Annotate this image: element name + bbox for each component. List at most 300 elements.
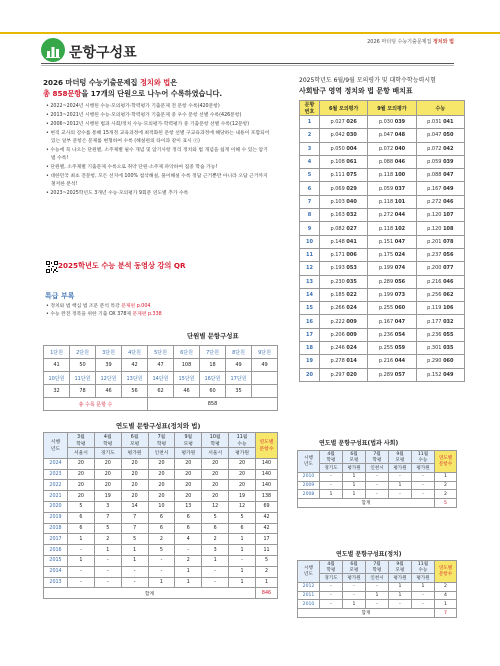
exam-header: 4월 학평	[320, 561, 343, 574]
question-id: 046	[394, 159, 406, 166]
unit-count: 56	[122, 385, 148, 398]
question-id: 101	[394, 198, 406, 205]
column-header: 문항 번호	[300, 101, 320, 116]
count-cell: 20	[148, 458, 175, 469]
year-table-title: 연도별 문항구성표(정치와 법)	[116, 422, 201, 430]
question-id: 024	[346, 305, 357, 312]
question-number: 1	[300, 116, 320, 129]
question-id: 009	[346, 318, 357, 325]
chart-logo-icon	[41, 38, 65, 62]
count-cell: 1	[343, 472, 366, 481]
page-cell: p.152 049	[416, 368, 464, 381]
question-number: 12	[300, 262, 320, 275]
count-cell: 6	[175, 512, 202, 523]
page-cell: p.167 049	[416, 182, 464, 195]
page-cell: p.297 020	[320, 368, 368, 381]
question-id: 046	[443, 198, 454, 205]
page-cell: p.272 046	[416, 195, 464, 208]
exam-header: 3월 학평	[68, 433, 95, 448]
page-cell: p.278 014	[320, 355, 368, 368]
year-cell: 2023	[44, 469, 68, 480]
count-cell: 20	[68, 458, 95, 469]
question-id: 022	[346, 292, 357, 298]
page-cell: p.082 027	[320, 222, 368, 235]
feature-list	[46, 103, 271, 199]
count-cell: -	[366, 582, 389, 591]
question-id: 006	[346, 252, 357, 259]
table-row	[44, 577, 278, 588]
count-cell: 6	[175, 523, 202, 534]
region-header: 서울시	[68, 448, 95, 459]
table-row	[298, 472, 457, 481]
count-cell: 2	[202, 534, 229, 545]
count-cell: -	[412, 481, 435, 490]
question-id: 100	[394, 172, 406, 179]
exam-header: 7월 학평	[366, 561, 389, 574]
count-cell: 1	[412, 582, 435, 591]
count-cell: 20	[202, 458, 229, 469]
header-row	[300, 101, 465, 116]
table-row	[44, 555, 278, 566]
page-cell: p.171 006	[320, 248, 368, 261]
table-row	[300, 129, 465, 142]
count-cell: 6	[148, 523, 175, 534]
year-total-cell: 42	[256, 523, 278, 534]
count-cell: -	[68, 566, 95, 577]
table-row	[300, 209, 465, 222]
count-cell: -	[320, 582, 343, 591]
question-number: 9	[300, 222, 320, 235]
count-cell: 20	[148, 480, 175, 491]
sub-header-row	[298, 574, 457, 583]
count-cell: -	[94, 566, 121, 577]
page-cell: p.072 042	[416, 142, 464, 155]
question-number: 6	[300, 182, 320, 195]
question-number: 3	[300, 142, 320, 155]
unit-label: 3단원	[96, 346, 122, 359]
count-cell: 1	[343, 490, 366, 499]
unit-row	[44, 385, 278, 398]
page-cell: p.120 108	[416, 222, 464, 235]
region-header: 인천시	[148, 448, 175, 459]
unit-label: 17단원	[226, 372, 252, 385]
sum-row	[298, 609, 457, 618]
top-accent-bar	[0, 32, 500, 34]
question-id: 037	[394, 185, 406, 192]
count-cell: -	[202, 577, 229, 588]
page-cell: p.120 107	[416, 209, 464, 222]
column-header: 6월 모의평가	[320, 101, 368, 116]
count-cell: 12	[202, 501, 229, 512]
year-cell: 2009	[298, 481, 320, 490]
exam-header: 9월 모평	[389, 451, 412, 464]
page-cell: p.175 024	[368, 248, 416, 261]
year-total-cell: 11	[256, 545, 278, 556]
table-row	[300, 155, 465, 168]
year-total-cell: 1	[435, 600, 457, 609]
question-number: 15	[300, 302, 320, 315]
intro-text: 2026 마더텅 수능기출문제집 정치와 법은 총 858문항을 17개의 단원으로 나누어 수록하였습니다.	[43, 78, 223, 98]
question-id: 106	[443, 305, 454, 312]
count-cell: 20	[68, 480, 95, 491]
question-id: 049	[443, 185, 454, 192]
year-cell: 2022	[44, 480, 68, 491]
region-header: 서울시	[202, 448, 229, 459]
question-id: 077	[443, 265, 454, 272]
unit-count: 35	[226, 385, 252, 398]
table-row	[300, 355, 465, 368]
question-number: 8	[300, 209, 320, 222]
question-number: 18	[300, 342, 320, 355]
page-cell: p.088 046	[368, 155, 416, 168]
question-id: 056	[443, 252, 454, 259]
header-row	[44, 433, 278, 448]
page-cell: p.119 106	[416, 302, 464, 315]
page-cell: p.163 032	[320, 209, 368, 222]
region-header: 평가원	[343, 464, 366, 473]
exam-header: 6월 모평	[343, 561, 366, 574]
question-id: 078	[443, 238, 454, 245]
unit-count: 49	[252, 359, 278, 372]
year-table	[43, 432, 278, 599]
title-divider-thin	[41, 65, 454, 66]
count-cell: -	[121, 566, 148, 577]
question-number: 19	[300, 355, 320, 368]
region-header: 경기도	[94, 448, 121, 459]
unit-label: 9단원	[252, 346, 278, 359]
count-cell: 5	[229, 512, 256, 523]
count-cell: -	[68, 545, 95, 556]
count-cell: 12	[229, 501, 256, 512]
count-cell: 20	[175, 458, 202, 469]
region-header: 평가원	[389, 574, 412, 583]
region-header: 평가원	[389, 464, 412, 473]
column-header: 수능	[416, 101, 464, 116]
year-total-cell: 1	[435, 472, 457, 481]
question-id: 108	[443, 225, 454, 232]
count-cell: 1	[343, 481, 366, 490]
exam-header: 11월 수능	[229, 433, 256, 448]
page-cell: p.289 057	[368, 368, 416, 381]
unit-label: 5단원	[148, 346, 174, 359]
count-cell: 1	[229, 534, 256, 545]
question-id: 041	[443, 119, 454, 126]
count-cell: -	[320, 472, 343, 481]
pol-table-title: 연도별 문항구성표(정치)	[336, 551, 402, 558]
table-row	[300, 195, 465, 208]
table-row	[300, 328, 465, 341]
page-cell: p.201 078	[416, 235, 464, 248]
unit-empty	[252, 385, 278, 398]
question-id: 030	[346, 132, 357, 139]
unit-label: 16단원	[200, 372, 226, 385]
year-cell: 2019	[44, 512, 68, 523]
count-cell: 20	[202, 480, 229, 491]
question-id: 047	[443, 172, 454, 179]
question-id: 059	[394, 345, 406, 352]
table-row	[298, 582, 457, 591]
page-cell: p.111 075	[320, 169, 368, 182]
question-id: 024	[394, 252, 406, 259]
unit-label: 6단원	[174, 346, 200, 359]
unit-count: 32	[44, 385, 70, 398]
count-cell: 1	[121, 545, 148, 556]
question-id: 032	[346, 212, 357, 219]
question-id: 048	[394, 132, 406, 139]
question-id: 061	[346, 159, 357, 166]
year-total-cell: 140	[256, 469, 278, 480]
page-cell: p.290 060	[416, 355, 464, 368]
page-title: 문항구성표	[69, 45, 137, 61]
count-cell: 1	[389, 582, 412, 591]
exam-header: 10월 학평	[202, 433, 229, 448]
page-cell: p.047 050	[416, 129, 464, 142]
page-cell: p.177 032	[416, 315, 464, 328]
appendix-list	[46, 303, 162, 319]
table-row	[44, 480, 278, 491]
count-cell: 1	[320, 490, 343, 499]
series-name: 2026 마더텅 수능기출문제집	[367, 39, 432, 45]
sum-row	[298, 499, 457, 508]
unit-table-title: 단원별 문항구성표	[187, 332, 239, 340]
question-id: 054	[394, 331, 406, 338]
count-cell: -	[94, 577, 121, 588]
table-row	[300, 248, 465, 261]
exam-header: 11월 수능	[412, 451, 435, 464]
table-row	[300, 368, 465, 381]
unit-row	[44, 359, 278, 372]
exam-header: 11월 수능	[412, 561, 435, 574]
count-cell: 20	[94, 469, 121, 480]
sub-header-row	[44, 448, 278, 459]
count-cell: 20	[94, 458, 121, 469]
question-id: 024	[346, 345, 357, 352]
count-cell: 1	[202, 555, 229, 566]
question-id: 039	[443, 159, 454, 166]
page-cell: p.199 074	[368, 262, 416, 275]
table-row	[300, 342, 465, 355]
count-cell: -	[148, 566, 175, 577]
count-cell: 6	[229, 523, 256, 534]
page-cell: p.200 077	[416, 262, 464, 275]
count-cell: 1	[389, 591, 412, 600]
question-number: 10	[300, 235, 320, 248]
page-cell: p.167 047	[368, 315, 416, 328]
page-cell: p.185 022	[320, 288, 368, 301]
page-cell: p.088 047	[416, 169, 464, 182]
region-header: 평가원	[229, 448, 256, 459]
question-number: 14	[300, 288, 320, 301]
count-cell: 5	[94, 523, 121, 534]
question-id: 014	[346, 358, 357, 365]
table-row	[300, 302, 465, 315]
count-cell: 4	[175, 534, 202, 545]
table-row	[44, 534, 278, 545]
exam-header: 6월 모평	[121, 433, 148, 448]
table-row	[44, 501, 278, 512]
count-cell: -	[366, 600, 389, 609]
table-row	[44, 458, 278, 469]
count-cell: 20	[148, 491, 175, 502]
year-cell: 2018	[44, 523, 68, 534]
unit-label: 1단원	[44, 346, 70, 359]
count-cell: 3	[202, 545, 229, 556]
count-cell: -	[68, 577, 95, 588]
count-cell: -	[343, 591, 366, 600]
sub-header-row	[298, 464, 457, 473]
appendix-item: • 수능 완전 정복을 위한 기출 OX 378제 문제편 p.338	[46, 312, 162, 317]
sum-value: 7	[435, 609, 457, 618]
question-number: 16	[300, 315, 320, 328]
count-cell: 20	[202, 469, 229, 480]
question-id: 107	[443, 212, 454, 219]
count-cell: 20	[121, 480, 148, 491]
question-number: 7	[300, 195, 320, 208]
total-header: 연도별 문항수	[435, 561, 457, 583]
placement-table	[299, 100, 465, 382]
table-row	[298, 600, 457, 609]
exam-header: 7월 학평	[148, 433, 175, 448]
question-id: 046	[443, 278, 454, 285]
unit-row	[44, 346, 278, 359]
region-header: 평가원	[121, 448, 148, 459]
count-cell: 1	[68, 555, 95, 566]
unit-label: 10단원	[44, 372, 70, 385]
count-cell: 5	[121, 534, 148, 545]
page-cell: p.199 073	[368, 288, 416, 301]
unit-count: 60	[200, 385, 226, 398]
unit-count: 47	[148, 359, 174, 372]
count-cell: 20	[121, 469, 148, 480]
placement-title: 2025학년도 6월/9월 모의평가 및 대학수학능력시험 사회탐구 영역 정치와 법 문항 배치표	[299, 77, 436, 95]
sum-label: 합계	[298, 609, 435, 618]
count-cell: -	[389, 490, 412, 499]
table-row	[44, 545, 278, 556]
question-id: 073	[394, 292, 406, 298]
question-id: 049	[443, 371, 454, 378]
region-header: 인천시	[366, 464, 389, 473]
table-row	[298, 591, 457, 600]
qr-label: 2025학년도 수능 분석 동영상 강의 QR	[58, 261, 186, 270]
page-cell: p.193 053	[320, 262, 368, 275]
count-cell: 20	[229, 469, 256, 480]
table-row	[44, 469, 278, 480]
exam-header: 7월 학평	[366, 451, 389, 464]
question-number: 20	[300, 368, 320, 381]
exam-header: 6월 모평	[343, 451, 366, 464]
count-cell: 20	[229, 480, 256, 491]
unit-count: 46	[96, 385, 122, 398]
table-row	[300, 288, 465, 301]
count-cell: -	[320, 591, 343, 600]
page-cell: p.069 029	[320, 182, 368, 195]
page-cell: p.301 035	[416, 342, 464, 355]
count-cell: 2	[175, 555, 202, 566]
region-header: 평가원	[175, 448, 202, 459]
year-cell: 2010	[298, 600, 320, 609]
unit-count: 108	[174, 359, 200, 372]
count-cell: -	[320, 481, 343, 490]
question-id: 044	[394, 212, 406, 219]
count-cell: -	[148, 555, 175, 566]
column-header: 9월 모의평가	[368, 101, 416, 116]
page-cell: p.031 041	[416, 116, 464, 129]
count-cell: -	[389, 600, 412, 609]
question-id: 062	[443, 292, 454, 298]
question-id: 009	[346, 331, 357, 338]
header-row	[298, 561, 457, 574]
year-cell: 2013	[44, 577, 68, 588]
feature-item: • 2022~2024년 시행된 수능·모의평가·학력평가 기출문제 전 문항 수록(420문항)	[46, 103, 271, 111]
question-id: 060	[394, 305, 406, 312]
count-cell: 20	[175, 469, 202, 480]
table-row	[300, 315, 465, 328]
page-cell: p.103 040	[320, 195, 368, 208]
year-cell: 2017	[44, 534, 68, 545]
count-cell: 20	[175, 480, 202, 491]
count-cell: 5	[148, 545, 175, 556]
year-total-cell: 140	[256, 480, 278, 491]
unit-label: 14단원	[148, 372, 174, 385]
sum-label: 합계	[44, 588, 256, 599]
question-id: 004	[346, 145, 357, 152]
question-id: 047	[394, 318, 406, 325]
question-id: 055	[443, 331, 454, 338]
question-id: 074	[394, 265, 406, 272]
count-cell: 6	[202, 523, 229, 534]
question-id: 075	[346, 172, 357, 179]
count-cell: 7	[121, 512, 148, 523]
unit-total-value: 858	[148, 398, 278, 411]
table-row	[298, 490, 457, 499]
count-cell: 14	[121, 501, 148, 512]
count-cell: 20	[68, 469, 95, 480]
sum-value: 5	[435, 499, 457, 508]
question-id: 102	[394, 225, 406, 232]
count-cell: -	[412, 472, 435, 481]
count-cell: -	[412, 490, 435, 499]
feature-item: • 현직 교사의 강수를 통해 15개정 교육과정에 최적화된 문항 선별 구교육과정에 해당하는 내용이 포함되어 있는 일부 문항은 문제를 변형하여 수록 (해설편의 타이과 같이 표시 ⓔ)	[46, 130, 271, 146]
unit-label: 12단원	[96, 372, 122, 385]
exam-header: 4월 학평	[94, 433, 121, 448]
feature-item: • 2023~2025학년도 3개년 수능·모의평가 9회분 연도별 추가 수록	[46, 190, 271, 198]
region-header: 평가원	[343, 574, 366, 583]
count-cell: -	[366, 472, 389, 481]
question-id: 056	[394, 278, 406, 285]
year-cell: 2012	[298, 582, 320, 591]
page-cell: p.216 044	[368, 355, 416, 368]
table-row	[44, 512, 278, 523]
question-id: 040	[394, 145, 406, 152]
count-cell: 1	[121, 555, 148, 566]
table-row	[300, 116, 465, 129]
year-cell: 2024	[44, 458, 68, 469]
table-row	[300, 182, 465, 195]
count-cell: 20	[94, 480, 121, 491]
exam-header: 9월 모평	[389, 561, 412, 574]
page-cell: p.118 102	[368, 222, 416, 235]
sum-value: 846	[256, 588, 278, 599]
question-id: 026	[346, 119, 357, 126]
count-cell: -	[412, 600, 435, 609]
page-cell: p.108 061	[320, 155, 368, 168]
page-cell: p.236 055	[416, 328, 464, 341]
table-row	[44, 523, 278, 534]
question-id: 050	[443, 132, 454, 139]
question-id: 029	[346, 185, 357, 192]
count-cell: 1	[229, 566, 256, 577]
year-cell: 2008	[298, 490, 320, 499]
